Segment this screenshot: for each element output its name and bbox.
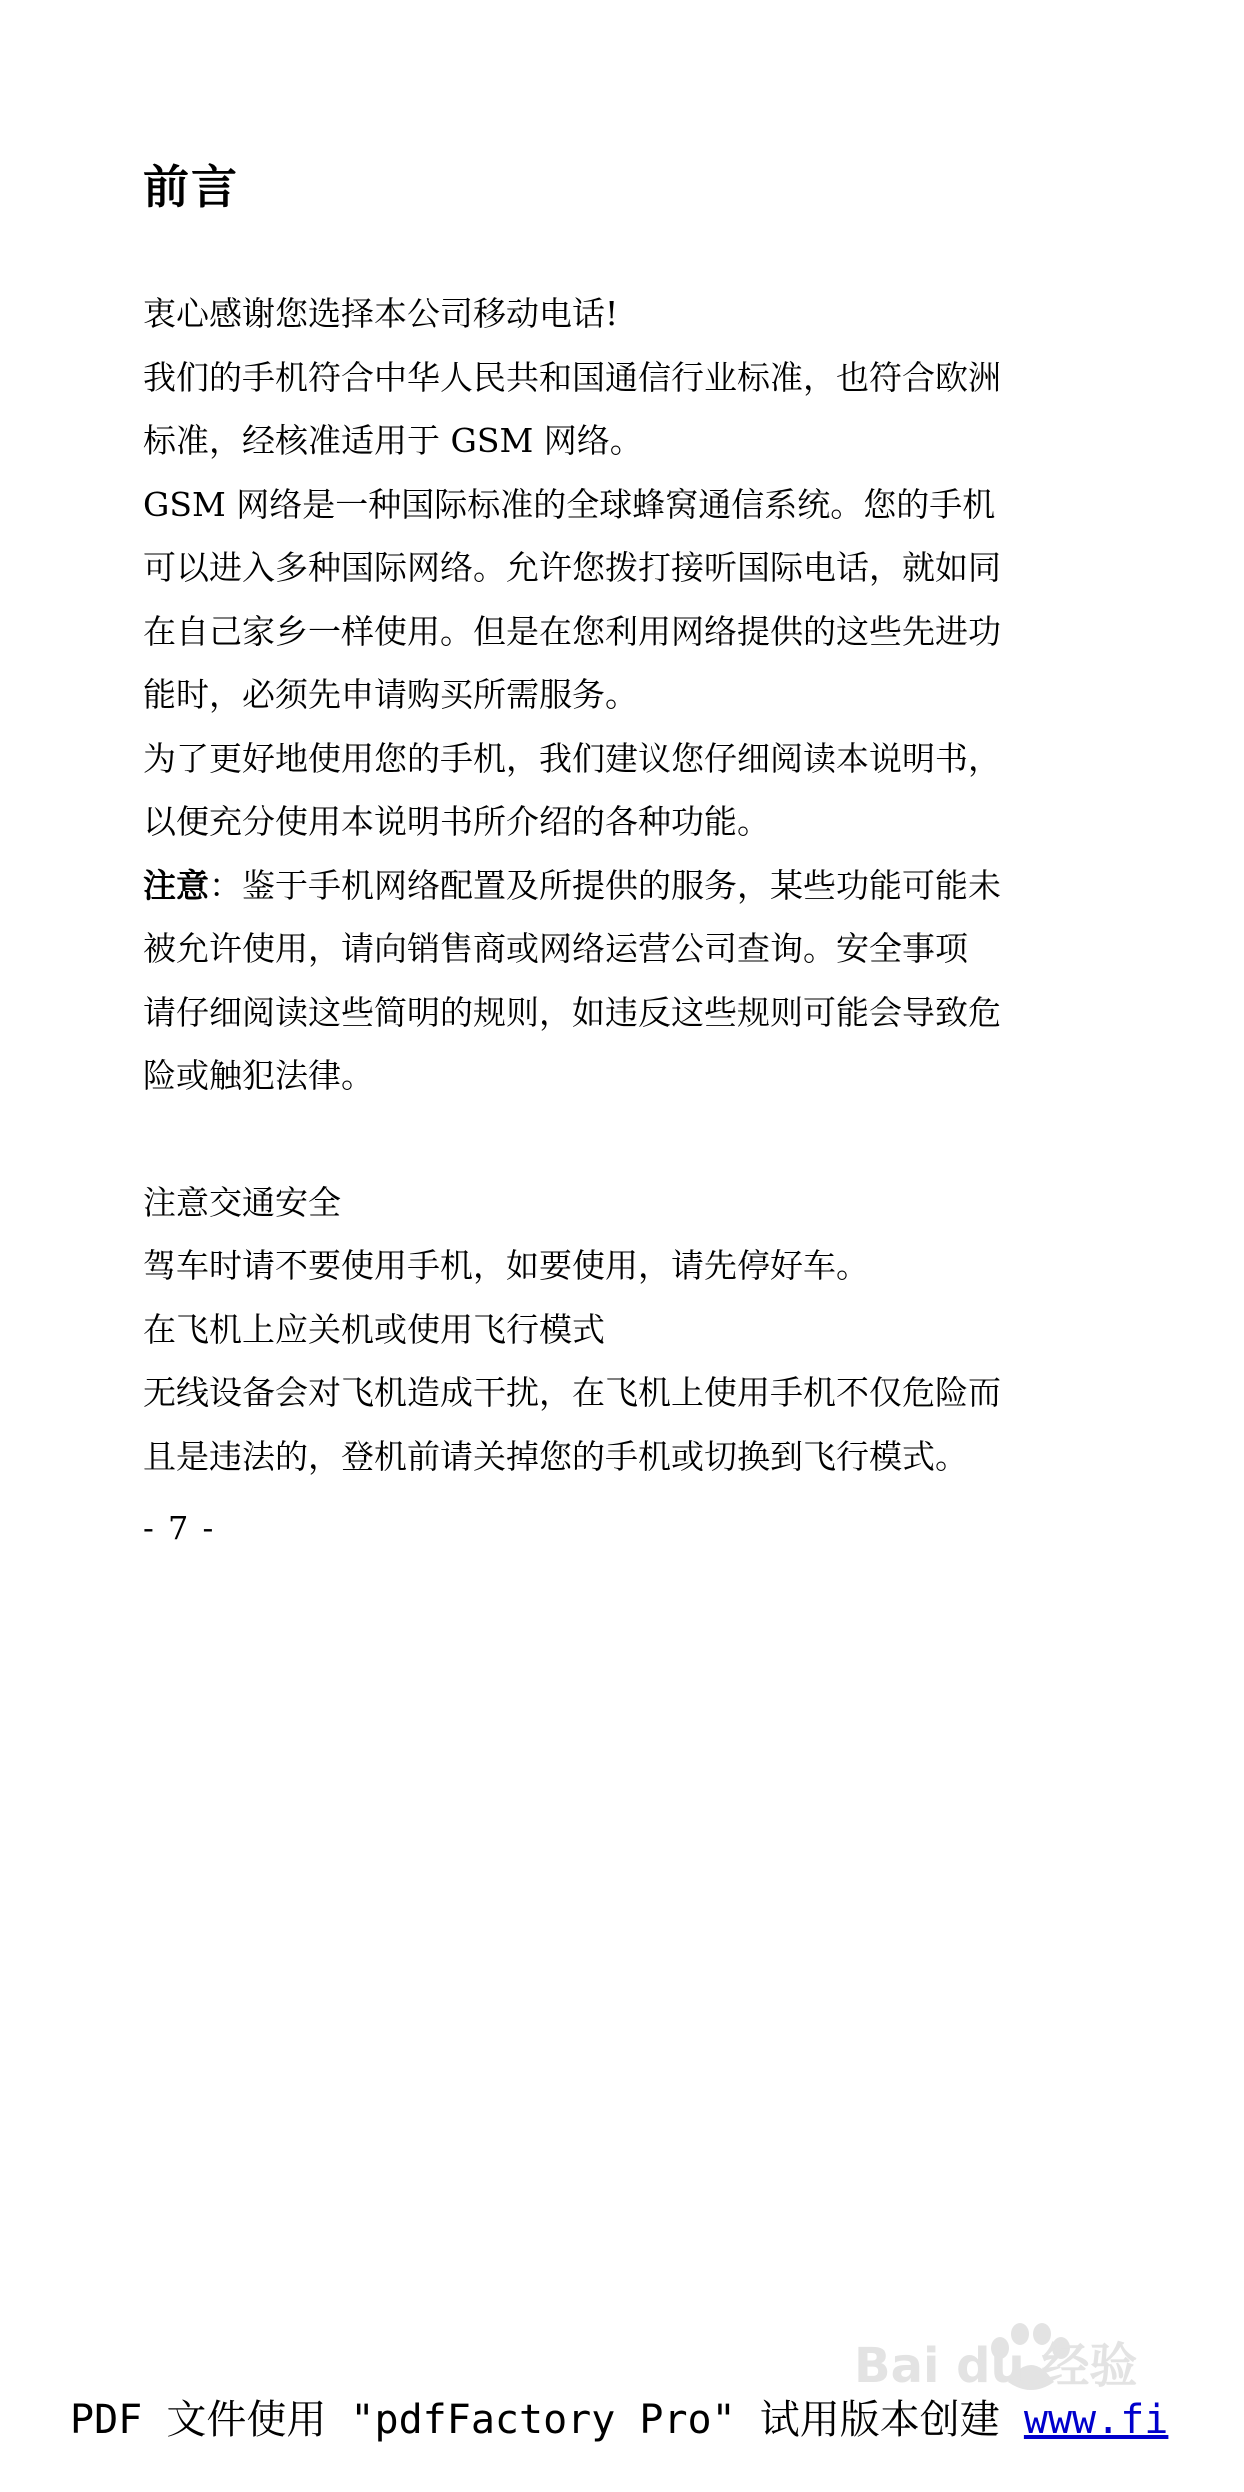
note-text: ：鉴于手机网络配置及所提供的服务，某些功能可能未 被允许使用，请向销售商或网络运营公司查询。安全事项 请仔细阅读这些简明的规则，如违反这些规则可能会导致危 险或触犯法律。 (143, 865, 1001, 1095)
note-label: 注意 (143, 865, 209, 905)
baidu-jingyan-watermark (850, 2300, 1180, 2410)
watermark-text: Bai du 经验 (854, 2338, 1138, 2394)
page-number: - 7 - (143, 1509, 216, 1547)
safety-text: 驾车时请不要使用手机，如要使用，请先停好车。 (143, 1246, 869, 1285)
paragraph: 我们的手机符合中华人民共和国通信行业标准，也符合欧洲 标准，经核准适用于 GSM 网络。 (143, 357, 1001, 460)
paragraph: GSM 网络是一种国际标准的全球蜂窝通信系统。您的手机 可以进入多种国际网络。允许您拨打接听国际电话，就如同 在自己家乡一样使用。但是在您利用网络提供的这些先进功 能时，必须先申请购买所需服务。 (143, 484, 1001, 714)
document-body (143, 282, 1103, 1488)
page-title: 前言 (143, 160, 239, 214)
paragraph: 衷心感谢您选择本公司移动电话! (143, 294, 619, 333)
pdf-footer-banner (70, 2397, 1169, 2443)
paragraph: 为了更好地使用您的手机，我们建议您仔细阅读本说明书， 以便充分使用本说明书所介绍的各种功能。 (143, 738, 1001, 841)
footer-link[interactable]: www.fi (1023, 2397, 1169, 2443)
safety-text: 无线设备会对飞机造成干扰，在飞机上使用手机不仅危险而 且是违法的，登机前请关掉您的手机或切换到飞行模式。 (143, 1373, 1001, 1476)
note-paragraph (143, 854, 1103, 1108)
footer-text: PDF 文件使用 "pdfFactory Pro" 试用版本创建 (70, 2397, 1024, 2443)
paragraph-spacer (143, 1108, 1103, 1171)
safety-heading: 注意交通安全 (143, 1182, 341, 1222)
safety-heading: 在飞机上应关机或使用飞行模式 (143, 1309, 605, 1349)
